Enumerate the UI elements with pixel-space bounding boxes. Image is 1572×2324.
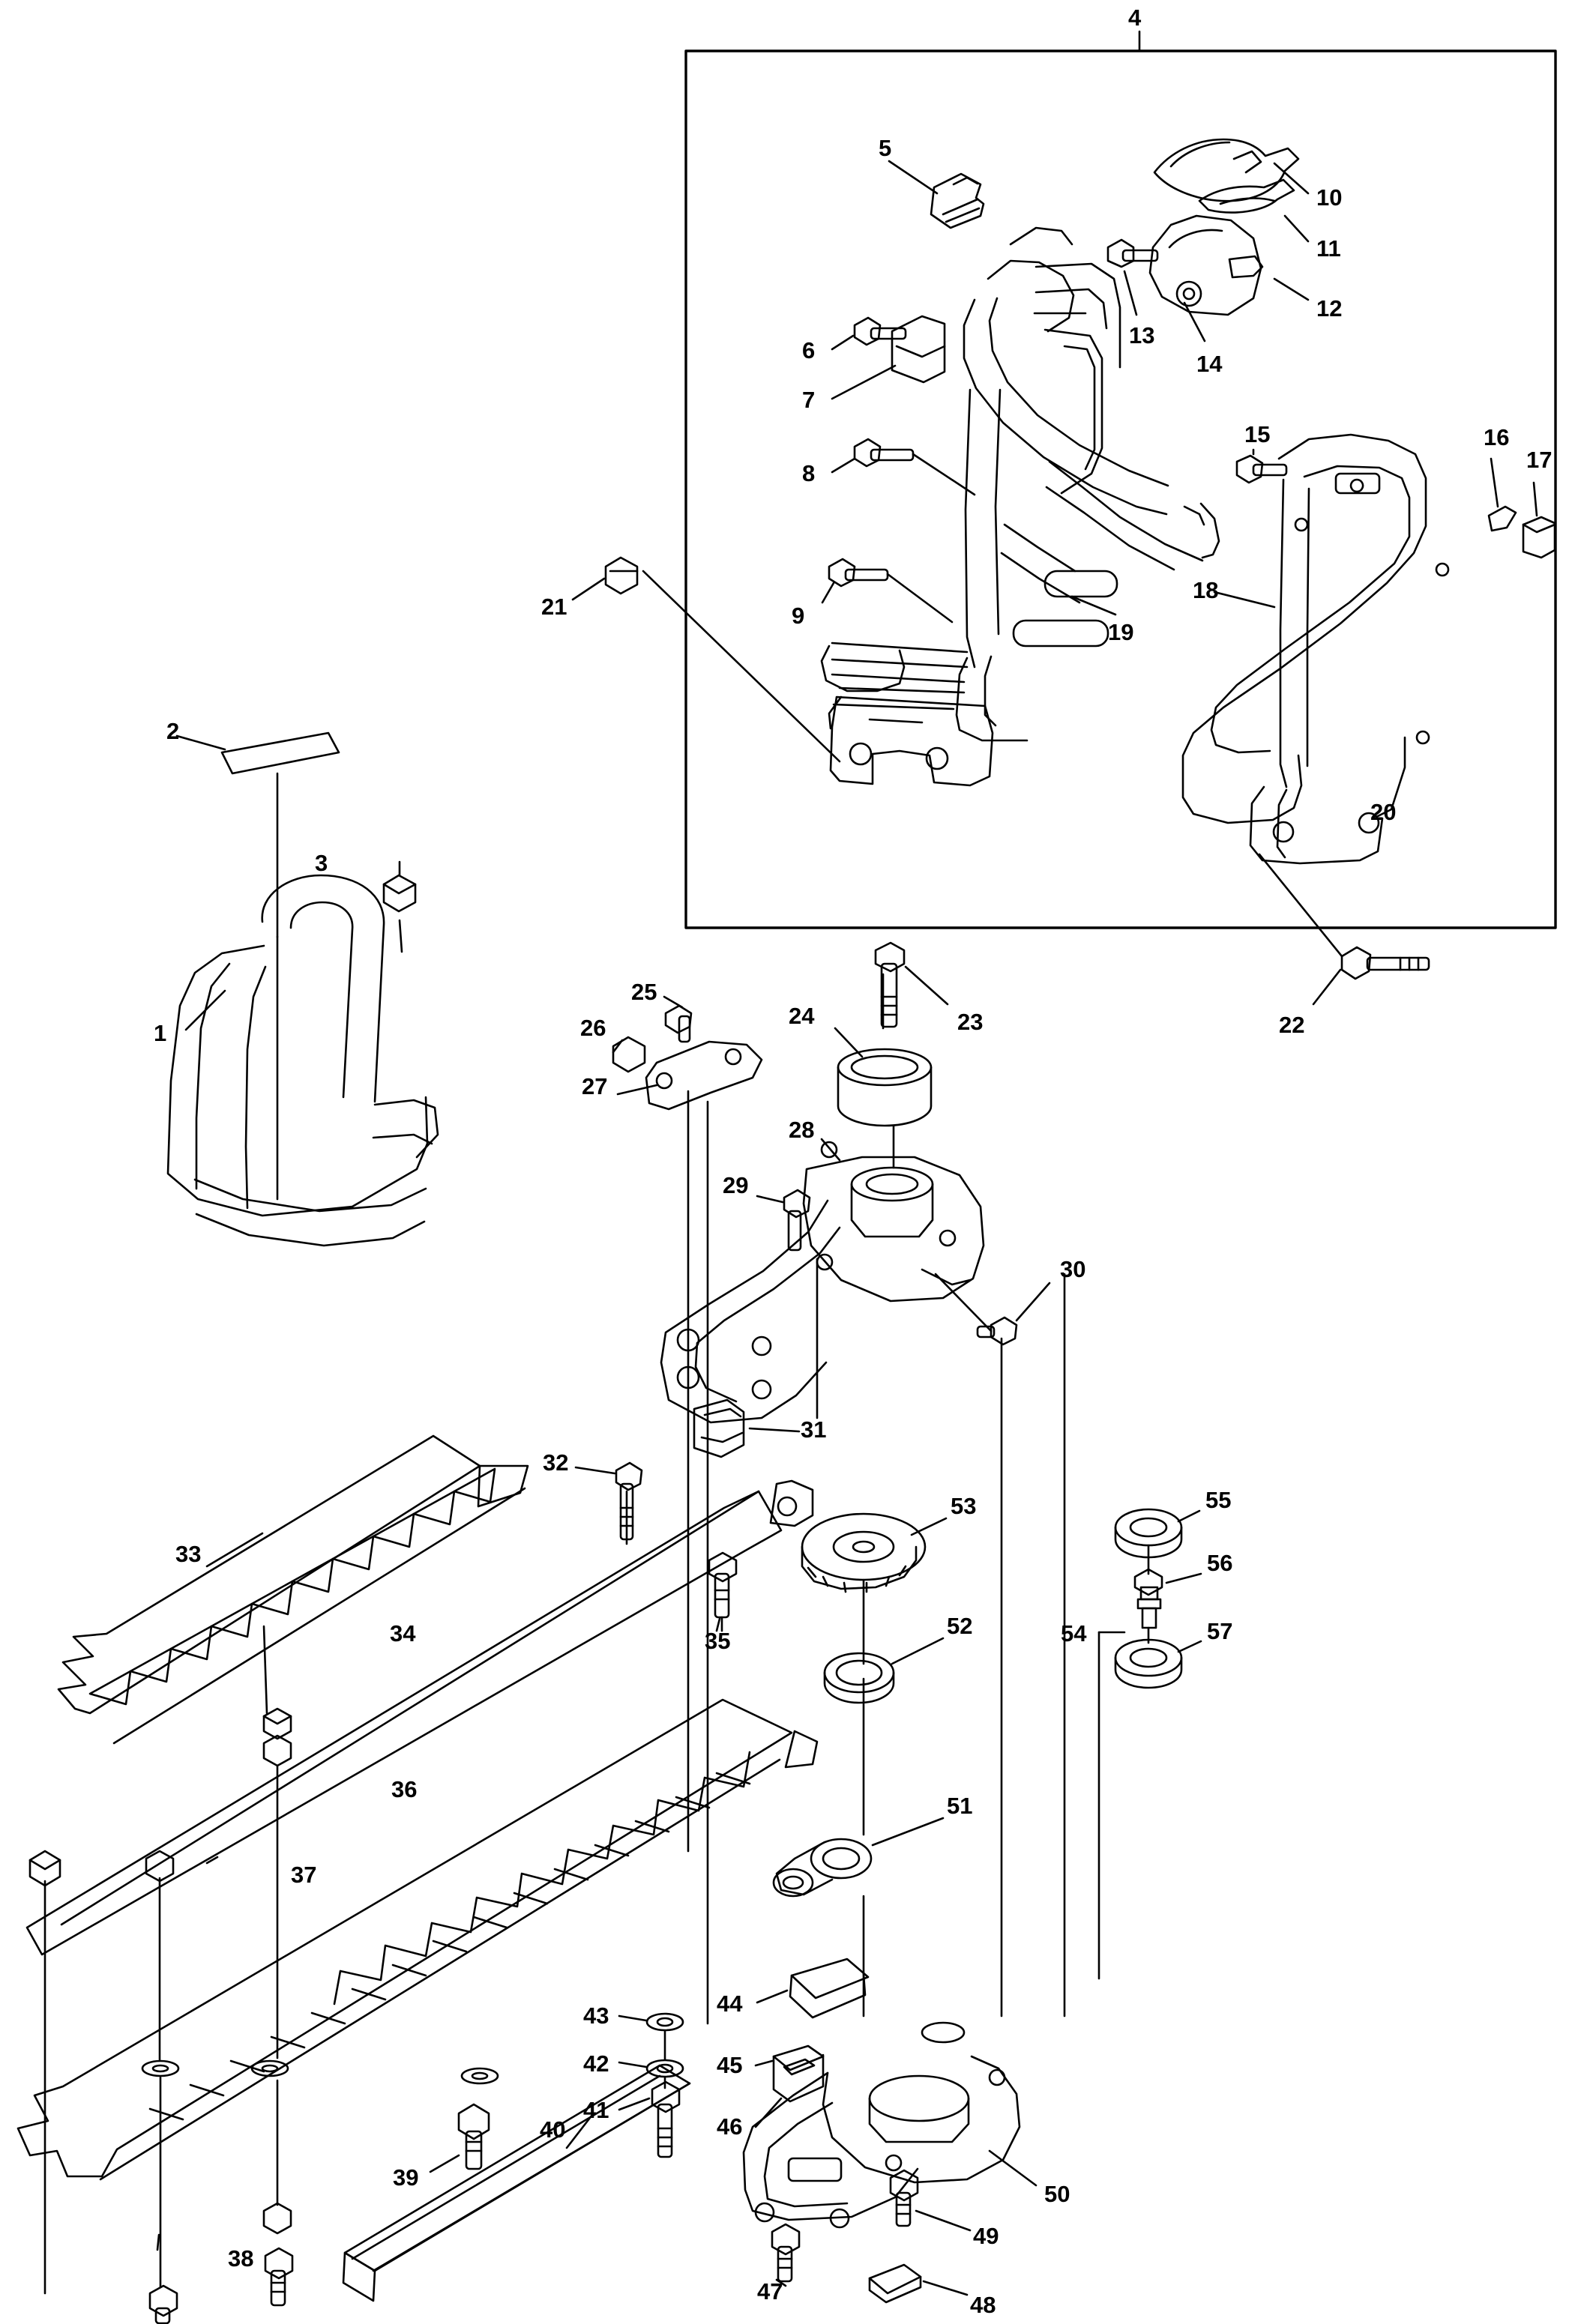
callout-43: 43	[583, 2002, 609, 2029]
callout-29: 29	[723, 1172, 749, 1198]
callout-31: 31	[801, 1416, 827, 1443]
callout-23: 23	[957, 1009, 984, 1035]
callout-54: 54	[1061, 1620, 1087, 1647]
callout-19: 19	[1108, 619, 1134, 645]
callout-48: 48	[970, 2292, 996, 2318]
callout-56: 56	[1207, 1550, 1233, 1576]
callout-8: 8	[802, 460, 816, 486]
callout-16: 16	[1484, 424, 1510, 450]
callout-46: 46	[717, 2113, 743, 2140]
callout-11: 11	[1316, 235, 1341, 262]
callout-37: 37	[291, 1862, 317, 1888]
callout-28: 28	[789, 1117, 815, 1143]
callout-27: 27	[582, 1073, 608, 1099]
callout-9: 9	[792, 603, 805, 629]
callout-24: 24	[789, 1003, 815, 1029]
callout-6: 6	[802, 337, 816, 363]
callout-39: 39	[393, 2164, 419, 2191]
callout-3: 3	[315, 850, 328, 876]
callout-12: 12	[1316, 295, 1343, 322]
callout-13: 13	[1129, 322, 1155, 348]
callout-44: 44	[717, 1991, 743, 2017]
callout-18: 18	[1193, 577, 1219, 603]
callout-30: 30	[1060, 1256, 1086, 1282]
callout-32: 32	[543, 1449, 569, 1476]
callout-55: 55	[1205, 1487, 1232, 1513]
callout-41: 41	[583, 2097, 609, 2123]
callout-4: 4	[1128, 4, 1142, 31]
callout-47: 47	[757, 2278, 783, 2305]
callout-51: 51	[947, 1793, 973, 1819]
callout-42: 42	[583, 2050, 609, 2077]
callout-57: 57	[1207, 1618, 1233, 1644]
callout-33: 33	[175, 1541, 202, 1567]
callout-38: 38	[228, 2245, 254, 2272]
callout-53: 53	[951, 1493, 977, 1519]
callout-22: 22	[1279, 1012, 1305, 1038]
callout-7: 7	[802, 387, 816, 413]
callout-36: 36	[391, 1776, 418, 1802]
callout-10: 10	[1316, 184, 1343, 211]
callout-25: 25	[631, 979, 657, 1005]
callout-1: 1	[154, 1020, 167, 1046]
callout-21: 21	[541, 594, 567, 620]
callout-49: 49	[973, 2223, 999, 2249]
callout-2: 2	[166, 718, 180, 744]
callout-14: 14	[1196, 351, 1223, 377]
callout-40: 40	[540, 2116, 566, 2143]
callout-52: 52	[947, 1613, 973, 1639]
callout-34: 34	[390, 1620, 416, 1647]
callout-35: 35	[705, 1628, 731, 1654]
callout-20: 20	[1370, 799, 1397, 825]
callout-17: 17	[1526, 447, 1553, 473]
callout-26: 26	[580, 1015, 606, 1041]
callout-5: 5	[879, 135, 892, 161]
callout-15: 15	[1244, 421, 1271, 447]
callout-50: 50	[1044, 2181, 1070, 2207]
callout-45: 45	[717, 2052, 743, 2078]
